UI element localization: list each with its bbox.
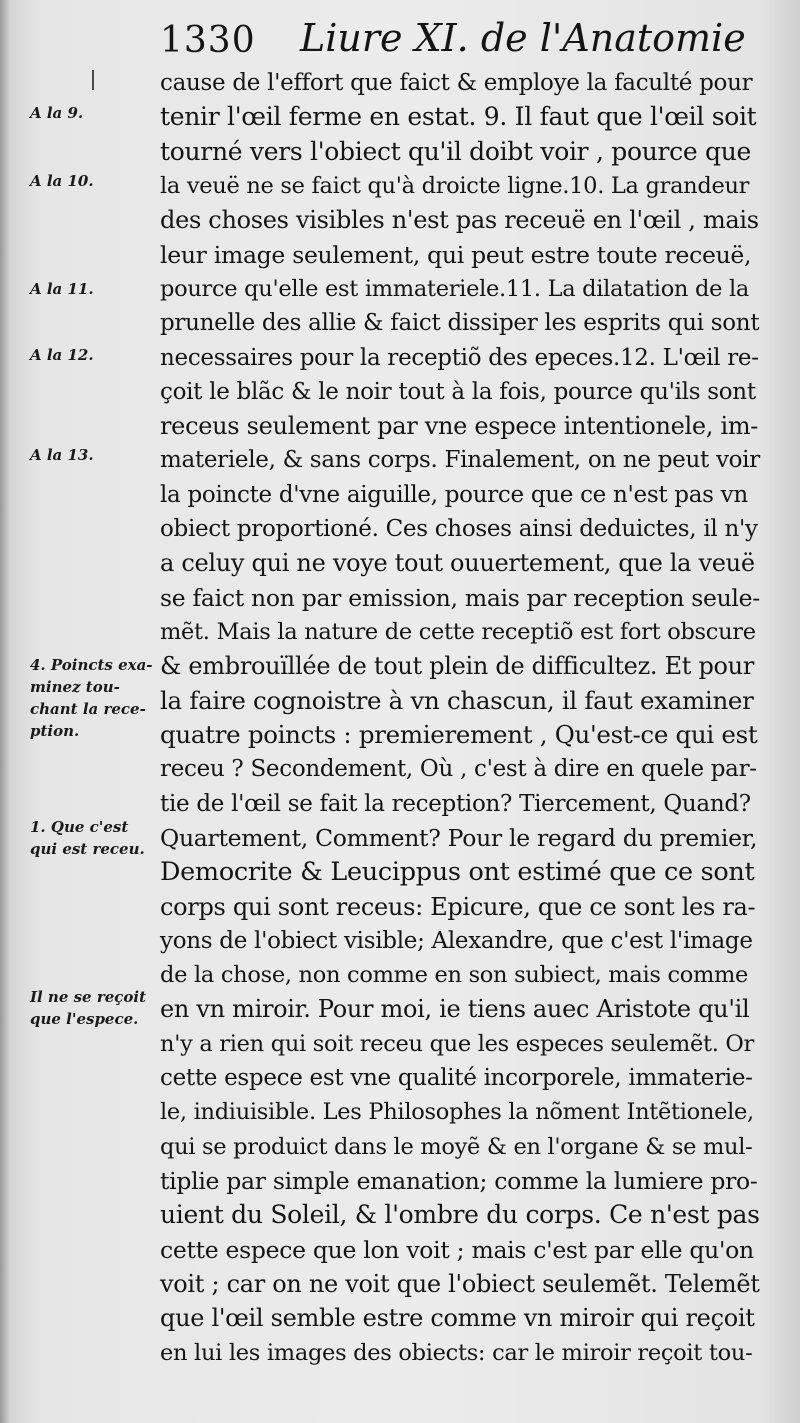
text-line: yons de l'obiect visible; Alexandre, que c'est l'image (160, 927, 753, 954)
margin-note-line: A la 10. (30, 172, 94, 190)
text-line: des choses visibles n'est pas receuë en l'œil , mais (160, 206, 759, 235)
text-line: corps qui sont receus: Epicure, que ce sont les ra- (160, 892, 756, 921)
margin-note-line: qui est receu. (30, 840, 145, 858)
margin-note (30, 986, 180, 1030)
margin-note (30, 102, 180, 124)
margin-note-line: 1. Que c'est (30, 818, 129, 836)
margin-note-line: ption. (30, 722, 80, 740)
text-line: en lui les images des obiects: car le miroir reçoit tou- (160, 1339, 753, 1366)
margin-note (30, 278, 180, 300)
text-line: Democrite & Leucippus ont estimé que ce sont (160, 857, 755, 888)
margin-note-line: 4. Poincts exa- (30, 656, 153, 674)
text-line: a celuy qui ne voye tout ouuertement, que la veuë (160, 549, 755, 578)
margin-note (30, 816, 180, 860)
page-number: 1330 (160, 20, 256, 61)
text-line: que l'œil semble estre comme vn miroir qui reçoit (160, 1304, 755, 1333)
text-line: Quartement, Comment? Pour le regard du premier, (160, 823, 758, 852)
text-line: leur image seulement, qui peut estre toute receuë, (160, 240, 752, 269)
margin-mark (92, 70, 94, 90)
text-line: se faict non par emission, mais par reception seule- (160, 583, 760, 612)
text-line: qui se produict dans le moyẽ & en l'organe & se mul- (160, 1133, 753, 1160)
text-line: necessaires pour la receptiõ des epeces.12. L'œil re- (160, 344, 759, 371)
text-line: obiect proportioné. Ces choses ainsi deduictes, il n'y (160, 516, 758, 543)
margin-note-line: A la 12. (30, 346, 94, 364)
text-line: le, indiuisible. Les Philosophes la nõment Intẽtionele, (160, 1099, 754, 1126)
margin-note-line: A la 9. (30, 104, 84, 122)
text-line: de la chose, non comme en son subiect, mais comme (160, 962, 749, 989)
text-line: voit ; car on ne voit que l'obiect seulemẽt. Telemẽt (160, 1269, 760, 1298)
margin-note (30, 444, 180, 466)
text-line: la faire cognoistre à vn chascun, il faut examiner (160, 685, 754, 715)
text-line: pource qu'elle est immateriele.11. La dilatation de la (160, 275, 749, 302)
margin-note-line: minez tou- (30, 678, 120, 696)
text-line: tourné vers l'obiect qu'il doibt voir , pource que (160, 136, 752, 166)
text-line: cause de l'effort que faict & employe la faculté pour (160, 70, 753, 96)
text-line: n'y a rien qui soit receu que les especes seulemẽt. Or (160, 1030, 755, 1057)
text-line: çoit le blãc & le noir tout à la fois, pource qu'ils sont (160, 378, 756, 405)
margin-note-line: A la 11. (30, 280, 94, 298)
text-line: prunelle des allie & faict dissiper les esprits qui sont (160, 310, 760, 337)
text-line: en vn miroir. Pour moi, ie tiens auec Aristote qu'il (160, 995, 750, 1024)
margin-note-line: Il ne se reçoit (30, 988, 147, 1006)
text-line: tiplie par simple emanation; comme la lumiere pro- (160, 1167, 758, 1195)
text-line: cette espece que lon voit ; mais c'est par elle qu'on (160, 1235, 754, 1264)
text-line: & embrouïllée de tout plein de difficultez. Et pour (160, 652, 755, 681)
margin-note-line: chant la rece- (30, 700, 146, 718)
page-header (160, 14, 760, 64)
text-line: materiele, & sans corps. Finalement, on ne peut voir (160, 447, 760, 474)
text-line: tie de l'œil se fait la reception? Tiercement, Quand? (160, 790, 751, 817)
text-line: la poincte d'vne aiguille, pource que ce n'est pas vn (160, 481, 748, 508)
margin-note (30, 344, 180, 366)
text-line: receus seulement par vne espece intentionele, im- (160, 412, 759, 441)
margin-note (30, 654, 180, 742)
text-line: receu ? Secondement, Où , c'est à dire en quele par- (160, 756, 757, 783)
text-line: la veuë ne se faict qu'à droicte ligne.10. La grandeur (160, 172, 750, 199)
text-line: cette espece est vne qualité incorporele, immaterie- (160, 1065, 753, 1092)
margin-note-line: que l'espece. (30, 1010, 139, 1028)
text-line: mẽt. Mais la nature de cette receptiõ est fort obscure (160, 619, 756, 645)
text-line: quatre poincts : premierement , Qu'est-ce qui est (160, 719, 758, 749)
margin-note-line: A la 13. (30, 446, 94, 464)
margin-note (30, 170, 180, 192)
running-title: Liure XI. de l'Anatomie (300, 16, 746, 60)
text-line: tenir l'œil ferme en estat. 9. Il faut que l'œil soit (160, 102, 757, 132)
body-text (160, 66, 760, 1370)
text-line: uient du Soleil, & l'ombre du corps. Ce n'est pas (160, 1200, 760, 1230)
